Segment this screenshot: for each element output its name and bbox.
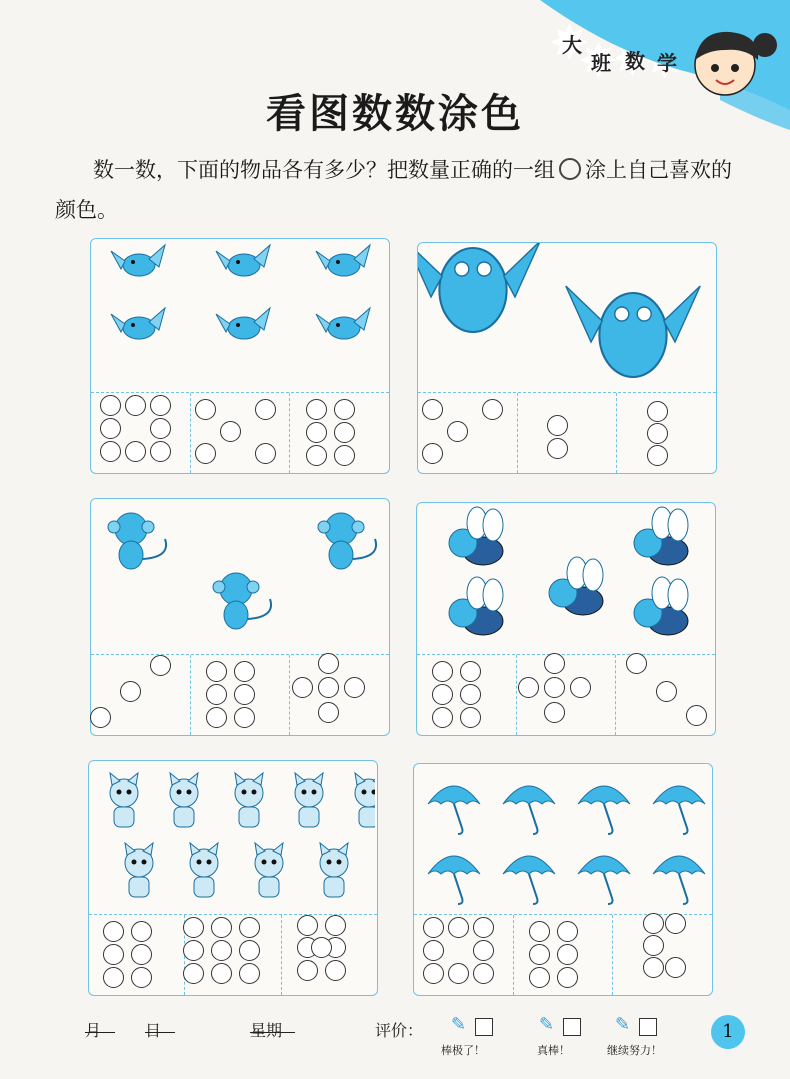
circle-icon xyxy=(318,653,339,674)
circle-icon xyxy=(647,423,668,444)
badge-char: ✸ 学 xyxy=(650,46,684,80)
circle-icon xyxy=(557,921,578,942)
circle-icon xyxy=(432,661,453,682)
weekday-label: 星期 xyxy=(250,1021,283,1040)
answer-options-row xyxy=(418,392,716,473)
pencil-icon: ✎ xyxy=(451,1014,467,1035)
circle-icon xyxy=(239,917,260,938)
circle-icon xyxy=(306,445,327,466)
bee-icon xyxy=(634,577,688,635)
answer-option[interactable] xyxy=(89,915,184,995)
rating-label: 棒极了！ xyxy=(441,1044,485,1057)
circle-icon xyxy=(318,677,339,698)
circle-icon xyxy=(297,915,318,936)
circle-icon xyxy=(559,158,581,180)
circle-icon xyxy=(100,395,121,416)
circle-icon xyxy=(292,677,313,698)
circle-icon xyxy=(665,957,686,978)
bird-icon xyxy=(216,245,270,276)
circle-icon xyxy=(557,967,578,988)
circle-icon xyxy=(220,421,241,442)
umbrella-icon xyxy=(578,786,630,834)
circle-icon xyxy=(482,399,503,420)
owl-icon xyxy=(418,243,540,332)
circle-icon xyxy=(423,917,444,938)
instruction-text xyxy=(55,150,745,230)
circle-icon xyxy=(422,443,443,464)
circle-icon xyxy=(448,917,469,938)
monkey-icon xyxy=(213,573,271,629)
circle-icon xyxy=(325,960,346,981)
circle-icon xyxy=(206,661,227,682)
circle-icon xyxy=(103,921,124,942)
cat-icon xyxy=(320,843,348,897)
circle-icon xyxy=(529,967,550,988)
instruction-part2: 涂上自己喜欢的颜色。 xyxy=(55,158,732,222)
answer-option[interactable] xyxy=(616,393,716,473)
circle-icon xyxy=(183,917,204,938)
counting-panel xyxy=(88,760,378,996)
monkey-icon xyxy=(108,513,166,569)
circle-icon xyxy=(90,707,111,728)
circle-icon xyxy=(195,399,216,420)
day-label: 日 xyxy=(145,1021,162,1040)
counting-panel xyxy=(413,763,713,996)
instruction-part1: 数一数，下面的物品各有多少？把数量正确的一组 xyxy=(93,158,555,182)
owl-icon xyxy=(566,286,700,377)
circle-icon xyxy=(306,422,327,443)
circle-icon xyxy=(211,917,232,938)
circle-icon xyxy=(195,443,216,464)
circle-icon xyxy=(211,963,232,984)
umbrella-icon xyxy=(428,786,480,834)
answer-options-row xyxy=(417,654,715,735)
answer-options-row xyxy=(91,654,389,735)
page-title: 看图数数涂色 xyxy=(266,90,524,137)
umbrella-icon xyxy=(503,786,555,834)
weekday-blank[interactable] xyxy=(250,1018,295,1033)
circle-icon xyxy=(131,944,152,965)
circle-icon xyxy=(656,681,677,702)
circle-icon xyxy=(334,422,355,443)
cat-icon xyxy=(110,773,138,827)
circle-icon xyxy=(647,401,668,422)
answer-options-row xyxy=(91,392,389,473)
circle-icon xyxy=(234,707,255,728)
cat-icon xyxy=(235,773,263,827)
answer-option[interactable] xyxy=(615,655,715,735)
circle-icon xyxy=(100,441,121,462)
item-picture xyxy=(89,761,375,917)
circle-icon xyxy=(447,421,468,442)
circle-icon xyxy=(547,438,568,459)
answer-option[interactable] xyxy=(184,915,280,995)
bird-icon xyxy=(316,308,370,339)
circle-icon xyxy=(255,399,276,420)
answer-option[interactable] xyxy=(513,915,613,995)
circle-icon xyxy=(460,661,481,682)
circle-icon xyxy=(432,684,453,705)
monkey-icon xyxy=(318,513,376,569)
answer-option[interactable] xyxy=(517,393,617,473)
circle-icon xyxy=(318,702,339,723)
answer-option[interactable] xyxy=(91,393,190,473)
circle-icon xyxy=(255,443,276,464)
rating-checkbox[interactable] xyxy=(475,1018,493,1036)
circle-icon xyxy=(473,917,494,938)
item-picture xyxy=(91,239,387,395)
circle-icon xyxy=(183,963,204,984)
bird-icon xyxy=(111,308,165,339)
answer-option[interactable] xyxy=(289,655,389,735)
bee-icon xyxy=(634,507,688,565)
circle-icon xyxy=(422,399,443,420)
circle-icon xyxy=(665,913,686,934)
circle-icon xyxy=(120,681,141,702)
circle-icon xyxy=(131,967,152,988)
answer-option[interactable] xyxy=(190,393,290,473)
circle-icon xyxy=(460,707,481,728)
item-picture xyxy=(91,499,387,657)
umbrella-icon xyxy=(653,786,705,834)
answer-options-row xyxy=(414,914,712,995)
circle-icon xyxy=(334,445,355,466)
item-picture xyxy=(418,243,714,395)
circle-icon xyxy=(643,913,664,934)
month-label: 月 xyxy=(85,1021,102,1040)
circle-icon xyxy=(125,441,146,462)
circle-icon xyxy=(423,963,444,984)
counting-panel xyxy=(416,502,716,736)
bird-icon xyxy=(111,245,165,276)
circle-icon xyxy=(103,944,124,965)
circle-icon xyxy=(544,677,565,698)
circle-icon xyxy=(150,441,171,462)
umbrella-icon xyxy=(578,856,630,904)
cat-icon xyxy=(170,773,198,827)
circle-icon xyxy=(686,705,707,726)
circle-icon xyxy=(626,653,647,674)
circle-icon xyxy=(325,915,346,936)
cat-icon xyxy=(355,773,375,827)
circle-icon xyxy=(460,684,481,705)
umbrella-icon xyxy=(653,856,705,904)
circle-icon xyxy=(183,940,204,961)
circle-icon xyxy=(239,940,260,961)
bird-icon xyxy=(216,308,270,339)
circle-icon xyxy=(234,684,255,705)
circle-icon xyxy=(125,395,146,416)
bee-icon xyxy=(449,507,503,565)
rating-checkbox[interactable] xyxy=(563,1018,581,1036)
circle-icon xyxy=(103,967,124,988)
circle-icon xyxy=(306,399,327,420)
circle-icon xyxy=(206,707,227,728)
badge-char: ✸ 数 xyxy=(618,44,652,78)
circle-icon xyxy=(544,702,565,723)
umbrella-icon xyxy=(428,856,480,904)
circle-icon xyxy=(334,399,355,420)
answer-option[interactable] xyxy=(289,393,389,473)
cat-icon xyxy=(295,773,323,827)
answer-option[interactable] xyxy=(612,915,712,995)
circle-icon xyxy=(239,963,260,984)
circle-icon xyxy=(131,921,152,942)
item-picture xyxy=(417,503,713,657)
evaluation-label: 评价： xyxy=(375,1021,424,1040)
circle-icon xyxy=(518,677,539,698)
answer-option[interactable] xyxy=(414,915,513,995)
circle-icon xyxy=(643,935,664,956)
answer-option[interactable] xyxy=(417,655,516,735)
circle-icon xyxy=(206,684,227,705)
answer-option[interactable] xyxy=(281,915,377,995)
item-picture xyxy=(414,764,710,917)
circle-icon xyxy=(100,418,121,439)
counting-panel xyxy=(417,242,717,474)
circle-icon xyxy=(234,661,255,682)
circle-icon xyxy=(432,707,453,728)
pencil-icon: ✎ xyxy=(539,1014,555,1035)
circle-icon xyxy=(211,940,232,961)
circle-icon xyxy=(150,395,171,416)
circle-icon xyxy=(544,653,565,674)
cat-icon xyxy=(190,843,218,897)
circle-icon xyxy=(557,944,578,965)
badge-char: ✸ 大 xyxy=(555,28,589,62)
answer-option[interactable] xyxy=(91,655,190,735)
answer-options-row xyxy=(89,914,377,995)
page-number: 1 xyxy=(711,1015,745,1049)
circle-icon xyxy=(647,445,668,466)
circle-icon xyxy=(547,415,568,436)
pencil-icon: ✎ xyxy=(615,1014,631,1035)
circle-icon xyxy=(150,418,171,439)
circle-icon xyxy=(150,655,171,676)
bird-icon xyxy=(316,245,370,276)
rating-label: 真棒！ xyxy=(537,1044,570,1057)
circle-icon xyxy=(344,677,365,698)
circle-icon xyxy=(473,940,494,961)
umbrella-icon xyxy=(503,856,555,904)
circle-icon xyxy=(643,957,664,978)
cat-icon xyxy=(125,843,153,897)
bee-icon xyxy=(449,577,503,635)
circle-icon xyxy=(529,944,550,965)
circle-icon xyxy=(473,963,494,984)
counting-panel xyxy=(90,238,390,474)
rating-label: 继续努力！ xyxy=(607,1044,662,1057)
circle-icon xyxy=(529,921,550,942)
circle-icon xyxy=(297,960,318,981)
circle-icon xyxy=(448,963,469,984)
answer-option[interactable] xyxy=(190,655,290,735)
answer-option[interactable] xyxy=(516,655,616,735)
cat-icon xyxy=(255,843,283,897)
badge-char: ✸ 班 xyxy=(584,46,618,80)
bee-icon xyxy=(549,557,603,615)
answer-option[interactable] xyxy=(418,393,517,473)
counting-panel xyxy=(90,498,390,736)
circle-icon xyxy=(423,940,444,961)
rating-checkbox[interactable] xyxy=(639,1018,657,1036)
circle-icon xyxy=(570,677,591,698)
